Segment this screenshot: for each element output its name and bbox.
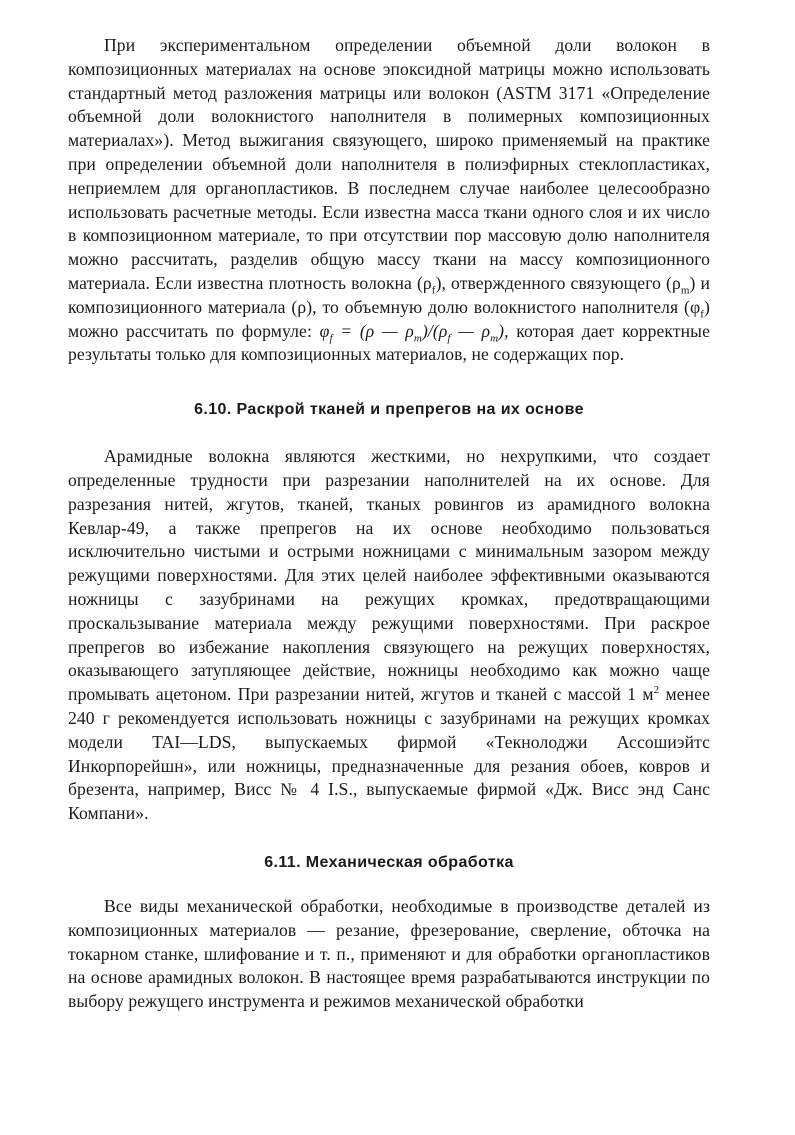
subscript: m: [413, 332, 422, 345]
section-heading-6-10: 6.10. Раскрой тканей и препрегов на их основе: [194, 401, 584, 419]
paragraph-fiber-volume-fraction: [68, 34, 710, 367]
text-run: ), отвержденного связующего (ρ: [435, 272, 681, 293]
text-run: ) можно рассчитать по формуле:: [68, 296, 710, 341]
paragraph-machining: Все виды механической обработки, необходимые в производстве деталей из композиционных материалов — резание, фрезерование, сверление, обточка на токарном станке, шлифование и т. п., применяют и для обработки органопластиков на основе арамидных волокон. В настоящее время разрабатываются инструкции по выбору режущего инструмента и режимов механической обработки: [68, 895, 710, 1012]
formula-part: ),: [498, 320, 509, 341]
subscript: m: [490, 332, 499, 345]
text-run: которая дает корректные результаты только для композиционных материалов, не содержащих пор.: [68, 320, 710, 365]
text-run: менее 240 г рекомендуется использовать ножницы с зазубринами на режущих кромках модели TAI—LDS, выпускаемых фирмой «Текнолоджи Ассошиэйтс Инкорпорейшн», или ножницы, предназначенные для резания обоев, ковров и брезента, например, Висс № 4 I.S., выпускаемые фирмой «Дж. Висс энд Санс Компани».: [68, 684, 710, 824]
formula-part: )/(ρ: [421, 320, 448, 341]
subscript: f: [329, 332, 333, 345]
subscript: f: [431, 284, 436, 297]
subscript: f: [700, 308, 705, 321]
subscript: m: [680, 284, 690, 297]
formula-part: — ρ: [450, 320, 491, 341]
superscript: 2: [653, 684, 660, 697]
text-run: Арамидные волокна являются жесткими, но нехрупкими, что создает определенные трудности при разрезании наполнителей на их основе. Для разрезания нитей, жгутов, тканей, тканых ровингов из арамидного волокна Кевлар-49, а также препрегов на их основе необходимо пользоваться исключительно чистыми и острыми ножницами с минимальным зазором между режущими поверхностями. Для этих целей наиболее эффективными оказываются ножницы с зазубринами на режущих кромках, предотвращающими проскальзывание материала между режущими поверхностями. При раскрое препрегов во избежание накопления связующего на режущих поверхностях, оказывающего затупляющее действие, ножницы необходимо как можно чаще промывать ацетоном. При разрезании нитей, жгутов и тканей с массой 1 м: [68, 446, 710, 705]
formula-part: = (ρ — ρ: [332, 320, 414, 341]
formula: [319, 320, 509, 345]
formula-symbol: φ: [319, 320, 330, 341]
document-page: [68, 34, 710, 1014]
paragraph-cutting: [68, 445, 710, 826]
text-run: ) и композиционного материала (ρ), то объемную долю волокнистого наполнителя (φ: [68, 272, 710, 317]
section-heading-6-11: 6.11. Механическая обработка: [264, 853, 514, 871]
text-run: При экспериментальном определении объемной доли волокон в композиционных материалах на основе эпоксидной матрицы можно использовать стандартный метод разложения матрицы или волокон (ASTM 3171 «Определение объемной доли волокнистого наполнителя в полимерных композиционных материалах»). Метод выжигания связующего, широко применяемый на практике при определении объемной доли наполнителя в полиэфирных стеклопластиках, неприемлем для органопластиков. В последнем случае наиболее целесообразно использовать расчетные методы. Если известна масса ткани одного слоя и их число в композиционном материале, то при отсутствии пор массовую долю наполнителя можно рассчитать, разделив общую массу ткани на массу композиционного материала. Если известна плотность волокна (ρ: [68, 35, 710, 293]
subscript: f: [447, 332, 451, 345]
